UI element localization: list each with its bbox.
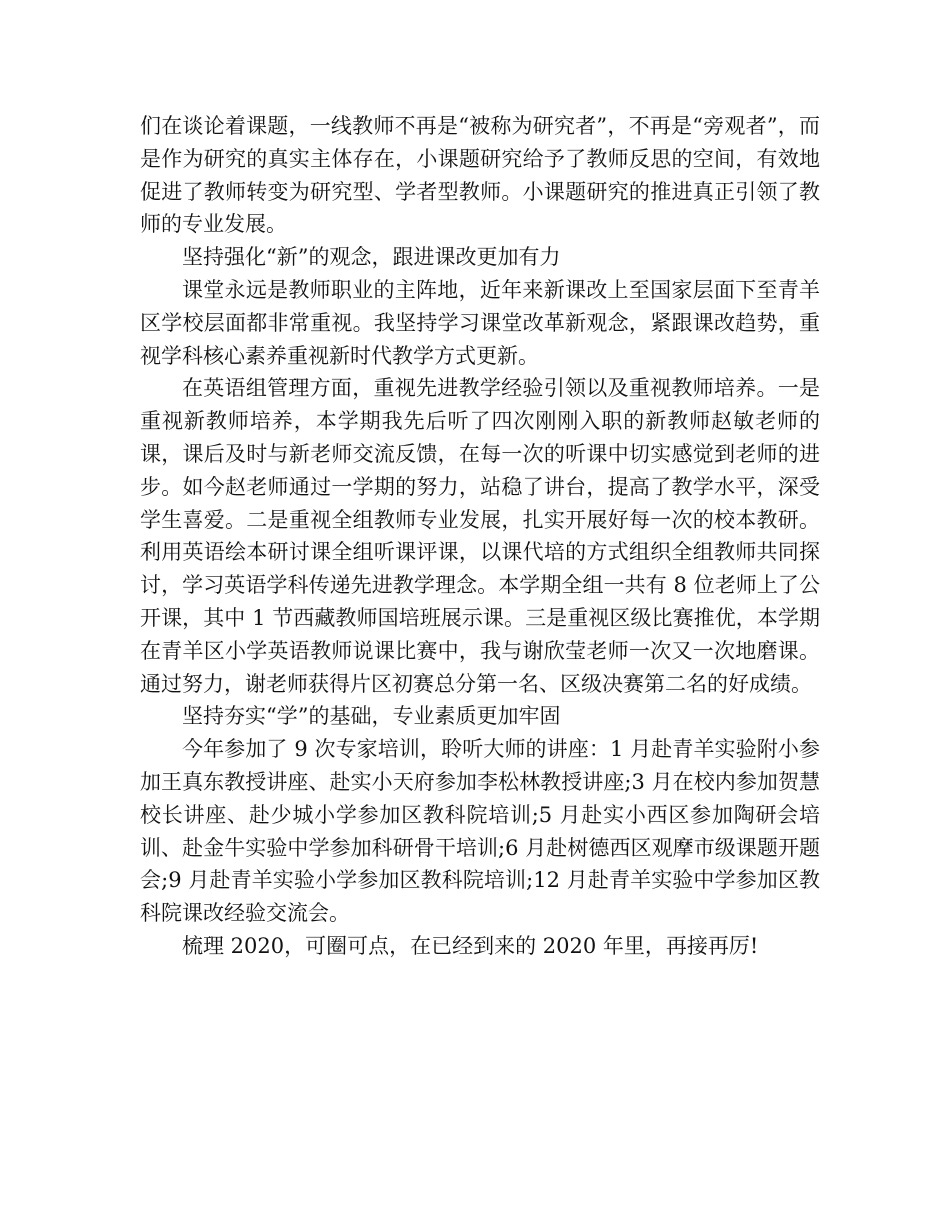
paragraph-expert-training: 今年参加了 9 次专家培训，聆听大师的讲座：1 月赴青羊实验附小参加王真东教授讲座、赴实小天府参加李松林教授讲座;3 月在校内参加贺慧校长讲座、赴少城小学参加区教科院培训;5 月赴实小西区参加陶研会培训、赴金牛实验中学参加科研骨干培训;6 月赴树德西区观摩市级课题开题会;9 月赴青羊实验小学参加区教科院培训;12 月赴青羊实验中学参加区教科院课改经验交流会。: [140, 737, 820, 926]
paragraph-research-continuation: 们在谈论着课题，一线教师不再是“被称为研究者”，不再是“旁观者”，而是作为研究的真实主体存在，小课题研究给予了教师反思的空间，有效地促进了教师转变为研究型、学者型教师。小课题研究的推进真正引领了教师的专业发展。: [140, 114, 820, 237]
paragraph-curriculum-reform: 课堂永远是教师职业的主阵地，近年来新课改上至国家层面下至青羊区学校层面都非常重视。我坚持学习课堂改革新观念，紧跟课改趋势，重视学科核心素养重视新时代教学方式更新。: [140, 277, 820, 368]
document-body: [140, 110, 820, 963]
section-heading-learning-foundation: 坚持夯实“学”的基础，专业素质更加牢固: [182, 704, 561, 729]
section-heading-new-concepts: 坚持强化“新”的观念，跟进课改更加有力: [182, 245, 561, 270]
paragraph-english-group-management: 在英语组管理方面，重视先进教学经验引领以及重视教师培养。一是重视新教师培养，本学期我先后听了四次刚刚入职的新教师赵敏老师的课，课后及时与新老师交流反馈，在每一次的听课中切实感觉到老师的进步。如今赵老师通过一学期的努力，站稳了讲台，提高了教学水平，深受学生喜爱。二是重视全组教师专业发展，扎实开展好每一次的校本教研。利用英语绘本研讨课全组听课评课，以课代培的方式组织全组教师共同探讨，学习英语学科传递先进教学理念。本学期全组一共有 8 位老师上了公开课，其中 1 节西藏教师国培班展示课。三是重视区级比赛推优，本学期在青羊区小学英语教师说课比赛中，我与谢欣莹老师一次又一次地磨课。通过努力，谢老师获得片区初赛总分第一名、区级决赛第二名的好成绩。: [140, 376, 820, 696]
paragraph-closing: 梳理 2020，可圈可点，在已经到来的 2020 年里，再接再厉!: [182, 933, 759, 958]
